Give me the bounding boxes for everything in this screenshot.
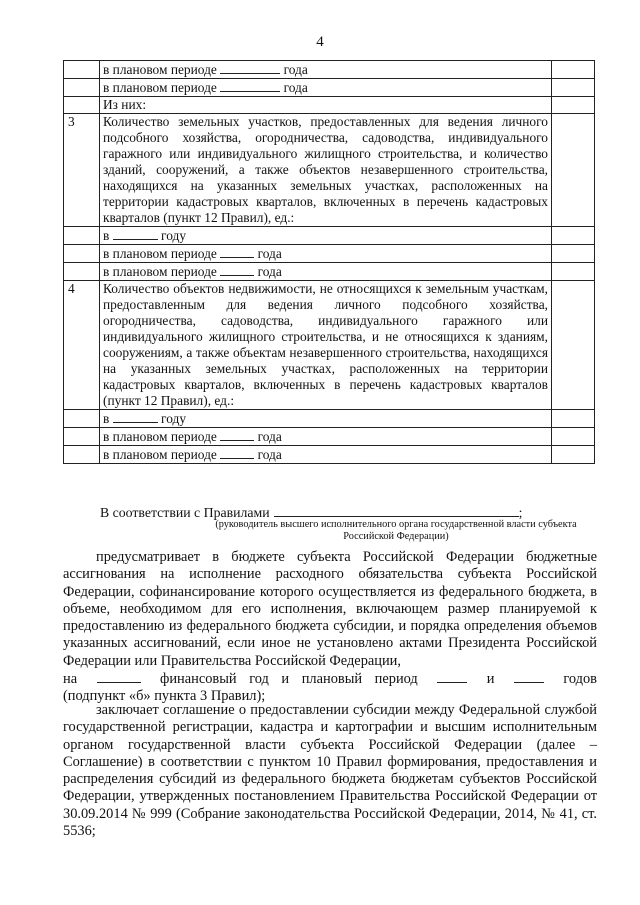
- year-blank: [220, 428, 254, 441]
- row-suffix: года: [283, 62, 308, 77]
- paragraph-budget: [63, 549, 597, 706]
- row-number-cell: [64, 245, 100, 263]
- row-suffix: года: [257, 264, 282, 279]
- year-blank: [220, 245, 254, 258]
- signature-blank: [274, 504, 519, 517]
- row-value-cell: [552, 97, 595, 114]
- period-on: на: [63, 671, 78, 688]
- table-row: [64, 227, 595, 245]
- row-number-cell: [64, 428, 100, 446]
- row-number-cell: [64, 227, 100, 245]
- row-suffix: года: [257, 246, 282, 261]
- row-number-cell: [64, 97, 100, 114]
- row-number-cell: [64, 79, 100, 97]
- row-suffix: года: [257, 447, 282, 462]
- row-value-cell: [552, 79, 595, 97]
- row-suffix: года: [283, 80, 308, 95]
- year-blank: [113, 410, 158, 423]
- row-label-cell: [100, 428, 552, 446]
- row-suffix: году: [161, 228, 187, 243]
- row-label-cell: [100, 79, 552, 97]
- row-label-cell: [100, 97, 552, 114]
- table-row: [64, 446, 595, 464]
- signature-lead: В соответствии с Правилами: [100, 505, 270, 520]
- row-label-cell: [100, 263, 552, 281]
- year-blank: [97, 670, 141, 683]
- table-row: [64, 245, 595, 263]
- table-row: [64, 410, 595, 428]
- row-label: в плановом периоде: [103, 429, 217, 444]
- year-blank: [220, 79, 280, 92]
- year-blank: [113, 227, 158, 240]
- row-label: в плановом периоде: [103, 447, 217, 462]
- paragraph-agreement: [63, 702, 597, 840]
- row-label: в плановом периоде: [103, 80, 217, 95]
- period-years: годов: [563, 671, 597, 688]
- row-prefix: в: [103, 411, 110, 426]
- row-prefix: в: [103, 228, 110, 243]
- table-row-item-3: [64, 114, 595, 227]
- year-blank: [437, 670, 467, 683]
- row-value-cell: [552, 114, 595, 227]
- paragraph-text: заключает соглашение о предоставлении субсидии между Федеральной службой государственной регистрации, кадастра и картографии и высшим исполнительным органом государственной власти субъекта Российской Федерации (далее – Соглашение) в соответствии с пунктом 10 Правил формирования, предоставления и распределения субсидий из федерального бюджета бюджетам субъектов Российской Федерации, утвержденных постановлением Правительства Российской Федерации от 30.09.2014 № 999 (Собрание законодательства Российской Федерации, 2014, № 41, ст. 5536;: [63, 702, 597, 840]
- year-blank: [220, 263, 254, 276]
- table-row-item-4: [64, 281, 595, 410]
- table-row: [64, 61, 595, 79]
- table-row: [64, 97, 595, 114]
- row-value-cell: [552, 245, 595, 263]
- row-label-cell: [100, 410, 552, 428]
- row-value-cell: [552, 281, 595, 410]
- row-value-cell: [552, 410, 595, 428]
- period-line: [63, 670, 597, 688]
- row-number-cell: [64, 446, 100, 464]
- paragraph-tail: (подпункт «б» пункта 3 Правил);: [63, 688, 266, 705]
- year-blank: [220, 446, 254, 459]
- row-label: в плановом периоде: [103, 246, 217, 261]
- row-label-cell: [100, 446, 552, 464]
- year-blank: [514, 670, 544, 683]
- row-label-cell: [100, 61, 552, 79]
- row-description: Количество земельных участков, предоставленных для ведения личного подсобного хозяйства, огородничества, садоводства, индивидуального гаражного или индивидуального жилищного строительства, и количество зданий, сооружений, а также объектов незавершенного строительства, находящихся на указанных земельных участках, расположенных на территории кадастровых кварталов, включенных в перечень кадастровых кварталов (пункт 12 Правил), ед.:: [100, 114, 552, 227]
- row-value-cell: [552, 263, 595, 281]
- row-label: в плановом периоде: [103, 62, 217, 77]
- row-number-cell: [64, 263, 100, 281]
- row-suffix: года: [257, 429, 282, 444]
- paragraph-text: предусматривает в бюджете субъекта Российской Федерации бюджетные ассигнования на исполнение расходного обязательства субъекта Российской Федерации, софинансирование которого осуществляется из федерального бюджета, в объеме, необходимом для его исполнения, включающем размер планируемой к предоставлению из федерального бюджета субсидии, и порядка определения объемов указанных ассигнований, если иное не установлено актами Президента Российской Федерации или Правительства Российской Федерации,: [63, 549, 597, 669]
- row-label: Из них:: [103, 97, 147, 112]
- row-label-cell: [100, 245, 552, 263]
- signature-colon: ;: [518, 505, 523, 520]
- row-suffix: году: [161, 411, 187, 426]
- row-value-cell: [552, 61, 595, 79]
- indicator-table: [63, 60, 595, 464]
- period-and: и: [486, 671, 495, 688]
- row-number-cell: [64, 61, 100, 79]
- table-row: [64, 263, 595, 281]
- row-number: 3: [64, 114, 100, 227]
- row-value-cell: [552, 446, 595, 464]
- period-mid: финансовый год и плановый период: [160, 671, 418, 688]
- row-value-cell: [552, 227, 595, 245]
- row-label-cell: [100, 227, 552, 245]
- page-number: 4: [316, 34, 324, 50]
- row-value-cell: [552, 428, 595, 446]
- row-description: Количество объектов недвижимости, не относящихся к земельным участкам, предоставленным для ведения личного подсобного хозяйства, огородничества, садоводства, индивидуального гаражного или индивидуального жилищного строительства, и не относящихся к зданиям, сооружениям, а также объектам незавершенного строительства, находящихся на указанных земельных участках, расположенных на территории кадастровых кварталов, включенных в перечень кадастровых кварталов (пункт 12 Правил), ед.:: [100, 281, 552, 410]
- row-label: в плановом периоде: [103, 264, 217, 279]
- signature-note: (руководитель высшего исполнительного органа государственной власти субъекта Российской Федерации): [215, 519, 577, 542]
- row-number: 4: [64, 281, 100, 410]
- row-number-cell: [64, 410, 100, 428]
- year-blank: [220, 61, 280, 74]
- table-row: [64, 428, 595, 446]
- table-row: [64, 79, 595, 97]
